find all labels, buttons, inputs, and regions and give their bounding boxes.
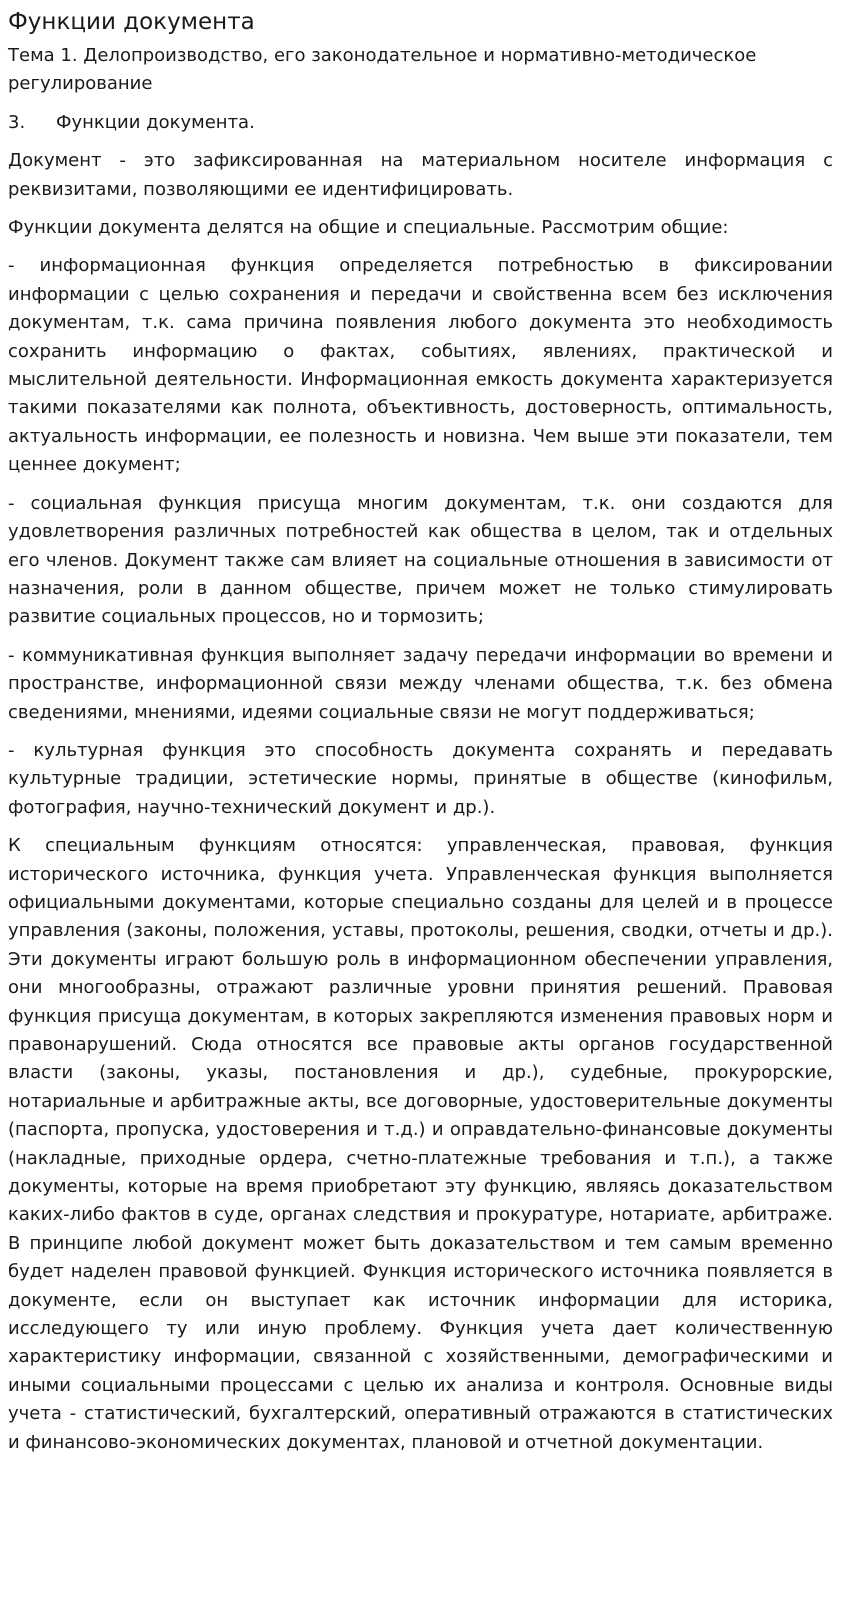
information-function-paragraph: - информационная функция определяется потребностью в фиксировании информации с целью сохранения и передачи и свойственна всем без исключения документам, т.к. сама причина появления любого документа это необходимость сохранить информацию о фактах, событиях, явлениях, практической и мыслительной деятельности. Информационная емкость документа характеризуется такими показателями как полнота, объективность, достоверность, оптимальность, актуальность информации, ее полезность и новизна. Чем выше эти показатели, тем ценнее документ; xyxy=(8,255,833,476)
cultural-function-paragraph: - культурная функция это способность документа сохранять и передавать культурные традиции, эстетические нормы, принятые в обществе (кинофильм, фотография, научно-технический документ и др.). xyxy=(8,739,833,818)
document-title: Функции документа xyxy=(8,9,255,35)
social-function-paragraph: - социальная функция присуща многим документам, т.к. они создаются для удовлетворения различных потребностей как общества в целом, так и отдельных его членов. Документ также сам влияет на социальные отношения в зависимости от назначения, роли в данном обществе, причем может не только стимулировать развитие социальных процессов, но и тормозить; xyxy=(8,492,833,628)
section-title: Функции документа. xyxy=(56,111,255,133)
section-number: 3. xyxy=(8,111,26,133)
definition-paragraph: Документ - это зафиксированная на материальном носителе информация с реквизитами, позволяющими ее идентифицировать. xyxy=(8,150,833,200)
section-heading xyxy=(8,109,833,137)
functions-intro-paragraph: Функции документа делятся на общие и специальные. Рассмотрим общие: xyxy=(8,217,729,239)
communicative-function-paragraph: - коммуникативная функция выполняет задачу передачи информации во времени и пространстве, информационной связи между членами общества, т.к. без обмена сведениями, мнениями, идеями социальные связи не могут поддерживаться; xyxy=(8,644,833,723)
topic-heading: Тема 1. Делопроизводство, его законодательное и нормативно-методическое регулирование xyxy=(8,45,757,95)
special-functions-paragraph: К специальным функциям относятся: управленческая, правовая, функция исторического источника, функция учета. Управленческая функция выполняется официальными документами, которые специально созданы для целей и в процессе управления (законы, положения, уставы, протоколы, решения, сводки, отчеты и др.). Эти документы играют большую роль в информационном обеспечении управления, они многообразны, отражают различные уровни принятия решений. Правовая функция присуща документам, в которых закрепляются изменения правовых норм и правонарушений. Сюда относятся все правовые акты органов государственной власти (законы, указы, постановления и др.), судебные, прокурорские, нотариальные и арбитражные акты, все договорные, удостоверительные документы (паспорта, пропуска, удостоверения и т.д.) и оправдательно-финансовые документы (накладные, приходные ордера, счетно-платежные требования и т.п.), а также документы, которые на время приобретают эту функцию, являясь доказательством каких-либо фактов в суде, органах следствия и прокуратуре, нотариате, арбитраже. В принципе любой документ может быть доказательством и тем самым временно будет наделен правовой функцией. Функция исторического источника появляется в документе, если он выступает как источник информации для историка, исследующего ту или иную проблему. Функция учета дает количественную характеристику информации, связанной с хозяйственными, демографическими и иными социальными процессами с целью их анализа и контроля. Основные виды учета - статистический, бухгалтерский, оперативный отражаются в статистических и финансово-экономических документах, плановой и отчетной документации. xyxy=(8,835,833,1453)
